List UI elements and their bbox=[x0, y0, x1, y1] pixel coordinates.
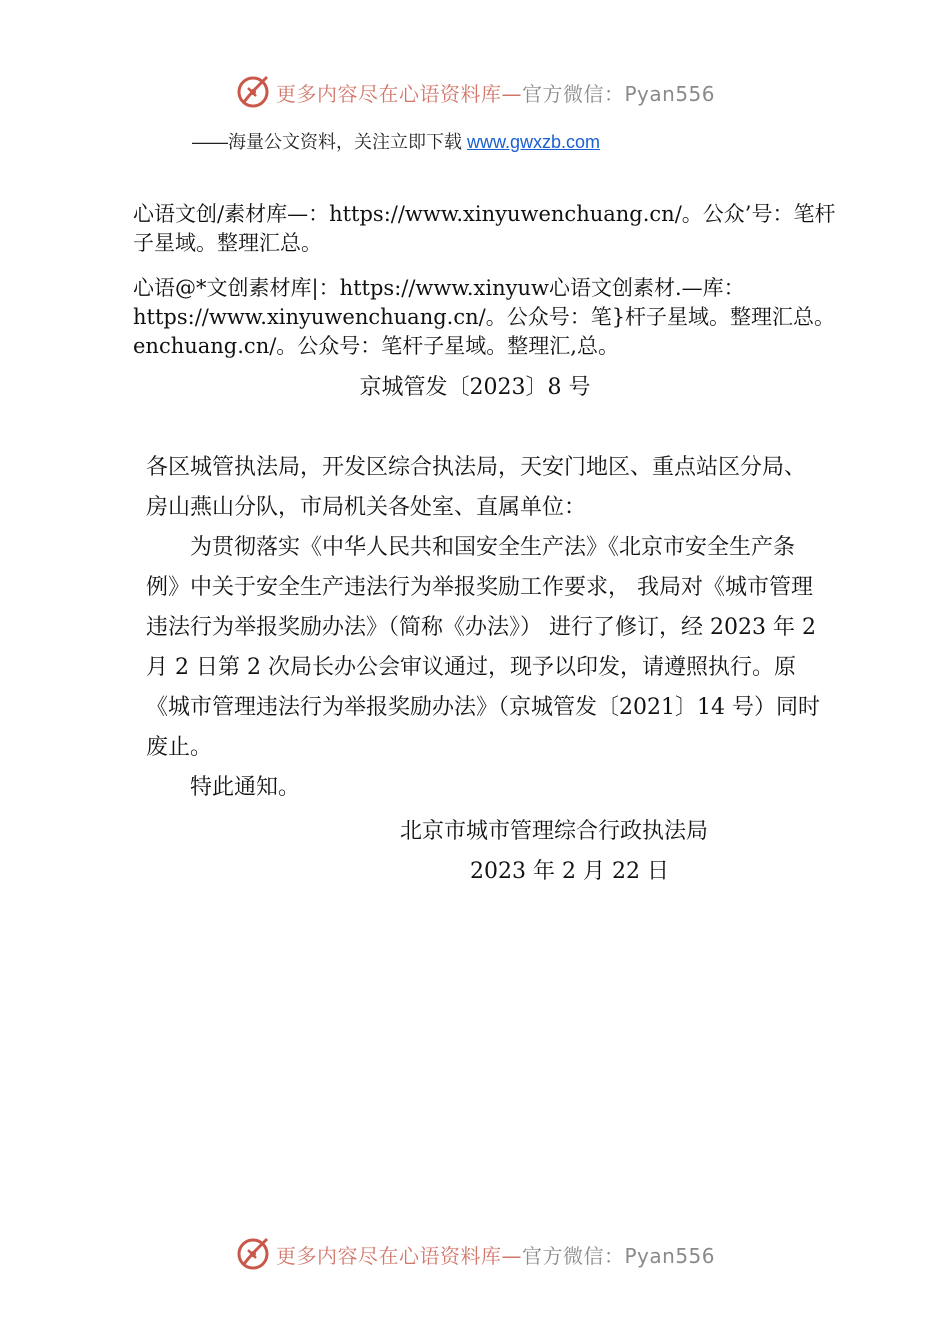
brush-logo-icon bbox=[234, 72, 272, 110]
body-paragraph: 为贯彻落实《中华人民共和国安全生产法》《北京市安全生产条例》中关于安全生产违法行为举报奖励工作要求， 我局对《城市管理违法行为举报奖励办法》（简称《办法》） 进行了修订，经 2023 年 2 月 2 日第 2 次局长办公会审议通过，现予以印发，请遵照执行。原《城市管理违法行为举报奖励办法》（京城管发〔2021〕14 号）同时废止。 bbox=[146, 535, 820, 760]
banner-slogan bbox=[276, 78, 715, 107]
footer-banner bbox=[0, 1232, 950, 1276]
document-number: 京城管发〔2023〕8 号 bbox=[359, 375, 591, 400]
header-banner bbox=[0, 70, 950, 114]
watermark-text-1: 心语文创/素材库—：https://www.xinyuwenchuang.cn/。公众’号：笔杆子星域。整理汇总。 bbox=[133, 202, 836, 255]
brush-logo-icon bbox=[234, 1234, 272, 1272]
download-subtitle bbox=[192, 128, 600, 154]
download-link[interactable]: www.gwxzb.com bbox=[467, 132, 601, 152]
issue-date: 2023 年 2 月 22 日 bbox=[470, 859, 669, 884]
subtitle-text: ——海量公文资料，关注立即下载 bbox=[192, 132, 467, 152]
addressee: 各区城管执法局，开发区综合执法局，天安门地区、重点站区分局、房山燕山分队，市局机关各处室、直属单位： bbox=[146, 455, 807, 520]
banner-wechat-text: 官方微信：Pyan556 bbox=[522, 1244, 716, 1268]
banner-wechat-text: 官方微信：Pyan556 bbox=[522, 82, 716, 106]
banner-slogan bbox=[276, 1240, 715, 1269]
issuing-authority: 北京市城市管理综合行政执法局 bbox=[400, 819, 709, 844]
notice-text: 特此通知。 bbox=[190, 775, 301, 800]
banner-main-text: 更多内容尽在心语资料库— bbox=[276, 82, 522, 106]
banner-main-text: 更多内容尽在心语资料库— bbox=[276, 1244, 522, 1268]
watermark-text-2: 心语@*文创素材库|：https://www.xinyuw心语文创素材.—库：https://www.xinyuwenchuang.cn/。公众号：笔}杆子星域。整理汇总。enchuang.cn/。公众号：笔杆子星域。整理汇,总。 bbox=[133, 276, 836, 358]
